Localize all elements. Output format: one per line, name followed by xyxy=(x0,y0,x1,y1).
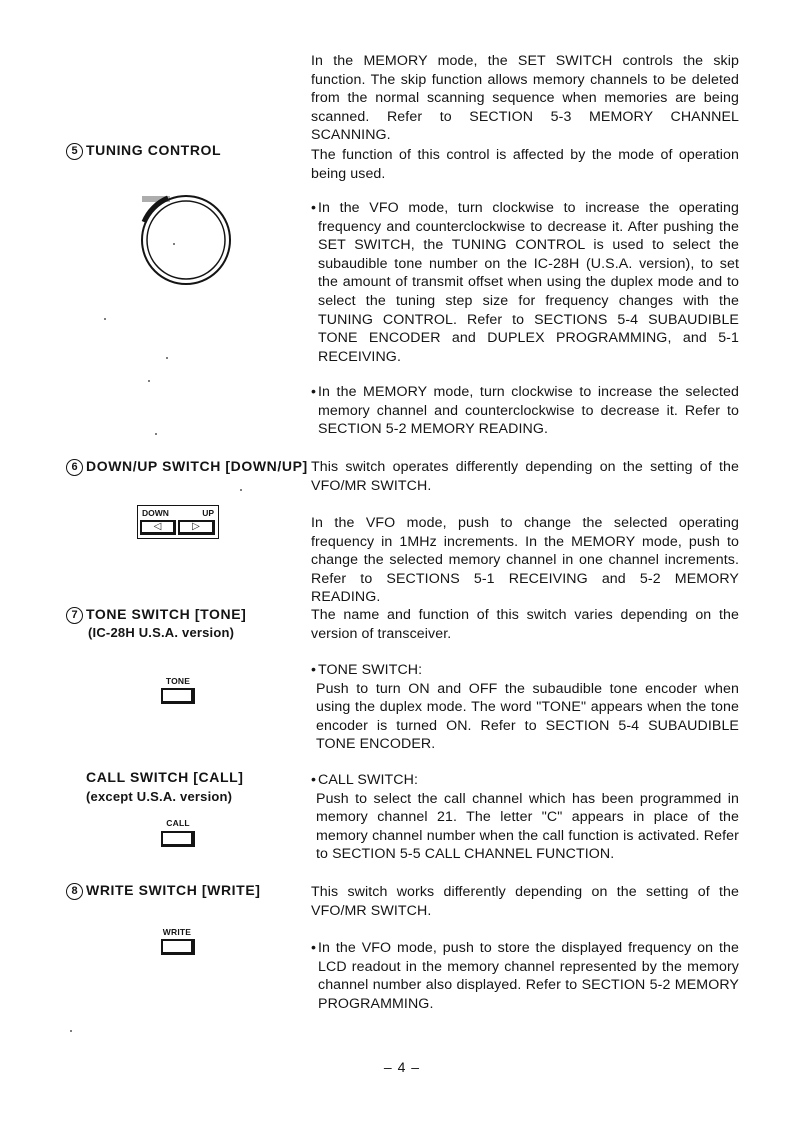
down-label: DOWN xyxy=(142,508,169,518)
write-button-label: WRITE xyxy=(162,927,192,937)
section-number-7: 7 xyxy=(66,607,83,624)
write-button[interactable] xyxy=(161,939,195,955)
tone-bullet xyxy=(311,661,739,754)
scan-speck xyxy=(166,357,168,359)
write-paragraph: This switch works differently depending on the setting of the VFO/MR SWITCH. xyxy=(311,884,739,919)
downup-title: DOWN/UP SWITCH [DOWN/UP] xyxy=(86,458,308,474)
knob-shade xyxy=(142,196,170,202)
tuning-bullet-memory xyxy=(311,383,739,439)
call-bullet-text: Push to select the call channel which has been programmed in memory channel 21. The letter "C" appears in place of the memory channel number when the call function is activated. Refer to SECTION 5-5 CALL CHANNEL FUNCTION. xyxy=(316,790,739,863)
downup-paragraph-2: In the VFO mode, push to change the selected operating frequency in 1MHz increments. In the MEMORY mode, push to change the selected memory channel in one channel increments. Refer to SECTIONS 5-1 RECEIVING and 5-2 MEMORY READING. xyxy=(311,515,739,606)
downup-paragraph-1: This switch operates differently depending on the setting of the VFO/MR SWITCH. xyxy=(311,459,739,494)
tone-title: TONE SWITCH [TONE] xyxy=(86,606,247,622)
up-button[interactable]: ▷ xyxy=(178,520,215,535)
write-bullet-text: In the VFO mode, push to store the displayed frequency on the LCD readout in the memory channel represented by the memory channel number also displayed. Refer to SECTION 5-2 MEMORY PROGRAMMING. xyxy=(318,940,739,1012)
scan-speck xyxy=(240,489,242,491)
call-button[interactable] xyxy=(161,831,195,847)
write-heading xyxy=(66,882,261,900)
tuning-bullet-vfo-text: In the VFO mode, turn clockwise to increase the operating frequency and counterclockwise to decrease it. After pushing the SET SWITCH, the TUNING CONTROL is used to select the subaudible tone number on the IC-28H (U.S.A. version), to set the amount of transmit offset when using the duplex mode and to select the tuning step size for frequency changes with the TUNING CONTROL. Refer to SECTIONS 5-4 SUBAUDIBLE TONE ENCODER and DUPLEX PROGRAMMING, and 5-1 RECEIVING. xyxy=(318,200,739,365)
downup-button-panel xyxy=(137,505,219,539)
bullet-symbol: • xyxy=(311,772,317,788)
call-heading: CALL SWITCH [CALL] xyxy=(86,769,244,785)
tone-bullet-text: Push to turn ON and OFF the subaudible tone encoder when using the duplex mode. The word "TONE" appears when the tone encoder is turned ON. Refer to SECTION 5-4 SUBAUDIBLE TONE ENCODER. xyxy=(316,680,739,753)
section-number-6: 6 xyxy=(66,459,83,476)
call-bullet-title: CALL SWITCH: xyxy=(318,772,418,788)
tuning-bullet-vfo xyxy=(311,199,739,366)
page-number: – 4 – xyxy=(383,1059,421,1075)
bullet-symbol: • xyxy=(311,384,317,400)
write-title: WRITE SWITCH [WRITE] xyxy=(86,882,261,898)
tone-paragraph: The name and function of this switch varies depending on the version of transceiver. xyxy=(311,607,739,642)
tone-subheading: (IC-28H U.S.A. version) xyxy=(88,625,235,640)
section-number-5: 5 xyxy=(66,143,83,160)
call-bullet xyxy=(311,771,739,864)
down-button[interactable]: ◁ xyxy=(140,520,176,535)
knob-inner-ring xyxy=(147,201,225,279)
bullet-symbol: • xyxy=(311,940,317,956)
tone-heading xyxy=(66,606,246,624)
tone-bullet-title: TONE SWITCH: xyxy=(318,662,423,678)
write-bullet xyxy=(311,939,739,1013)
tone-button-label: TONE xyxy=(165,676,191,686)
tuning-control-title: TUNING CONTROL xyxy=(86,142,222,158)
section-number-8: 8 xyxy=(66,883,83,900)
downup-heading xyxy=(66,458,308,476)
bullet-symbol: • xyxy=(311,200,317,216)
knob-dot xyxy=(173,243,175,245)
tuning-control-heading xyxy=(66,142,221,160)
tone-button[interactable] xyxy=(161,688,195,704)
tuning-knob-illustration xyxy=(138,192,234,288)
scan-speck xyxy=(104,318,106,320)
scan-speck xyxy=(70,1030,72,1032)
up-label: UP xyxy=(202,508,214,518)
bullet-symbol: • xyxy=(311,662,317,678)
call-subheading: (except U.S.A. version) xyxy=(86,789,233,804)
tuning-bullet-memory-text: In the MEMORY mode, turn clockwise to increase the selected memory channel and counterclockwise to decrease it. Refer to SECTION 5-2 MEMORY READING. xyxy=(318,384,739,438)
intro-paragraph: In the MEMORY mode, the SET SWITCH controls the skip function. The skip function allows memory channels to be deleted from the normal scanning sequence when memories are being scanned. Refer to SECTION 5-3 MEMORY CHANNEL SCANNING. xyxy=(311,53,739,144)
scan-speck xyxy=(148,380,150,382)
scan-speck xyxy=(155,433,157,435)
call-button-label: CALL xyxy=(166,818,190,828)
tuning-paragraph: The function of this control is affected by the mode of operation being used. xyxy=(311,147,739,182)
